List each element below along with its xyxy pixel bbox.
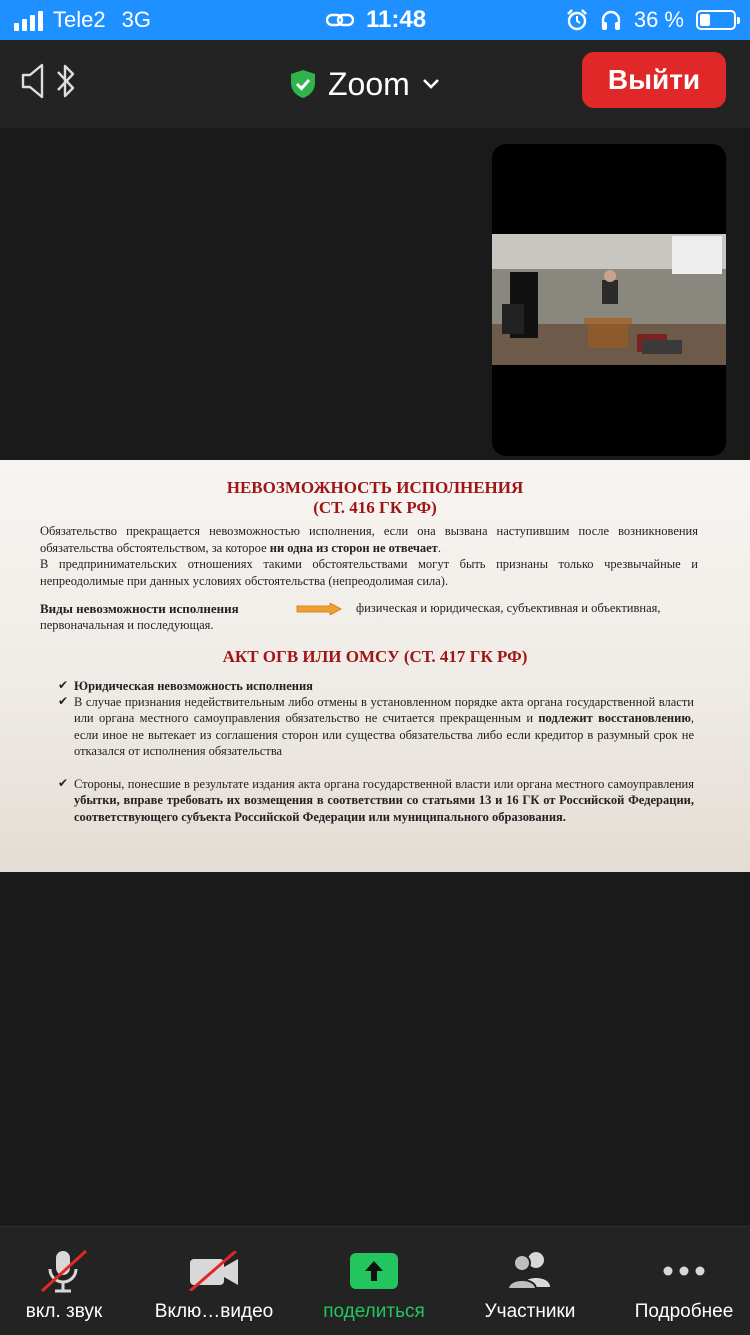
unmute-button[interactable] <box>22 1227 106 1335</box>
signal-icon <box>14 9 43 31</box>
share-button[interactable] <box>323 1227 425 1335</box>
meeting-top-bar <box>0 40 750 128</box>
network-type: 3G <box>121 7 151 32</box>
paragraph-1-text: Обязательство прекращается невозможностью исполнения, если она вызвана наступившим после возникновения обязательства обстоятельством, за которое <box>40 524 698 555</box>
more-button[interactable] <box>634 1227 734 1335</box>
bullet-3-text: Стороны, понесшие в результате издания акта органа государственной власти или органа местного самоуправления <box>74 777 694 791</box>
share-screen-icon <box>350 1253 398 1289</box>
headphones-icon <box>600 9 622 31</box>
speaker-muted-icon[interactable] <box>20 60 50 102</box>
leave-button[interactable]: Выйти <box>582 52 726 108</box>
share-label: поделиться <box>323 1301 425 1322</box>
slide-paragraph-1 <box>40 523 698 556</box>
meeting-toolbar <box>0 1226 750 1335</box>
slide-paragraph-2: В предпринимательских отношениях такими обстоятельствами могут быть признаны только чрезвычайные и непреодолимые при данных условиях обстоятельства (непреодолимая сила). <box>40 557 698 588</box>
bullet-2-text: В случае признания недействительным либо отмены в установленном порядке акта органа государственной власти или органа местного самоуправления обязательство не считается прекращенным и <box>74 695 694 726</box>
battery-icon <box>696 10 736 30</box>
shield-check-icon <box>290 69 316 99</box>
check-icon: ✔ <box>58 776 69 790</box>
kinds-label: Виды невозможности исполнения <box>40 601 239 616</box>
slide-title-1-line-2: (СТ. 416 ГК РФ) <box>313 498 437 517</box>
bullet-2-bold: подлежит восстановлению <box>538 711 691 726</box>
video-off-icon <box>188 1251 240 1291</box>
status-center <box>326 0 426 40</box>
participants-label: Участники <box>484 1301 576 1322</box>
check-icon: ✔ <box>58 694 69 708</box>
carrier-name: Tele2 <box>53 7 106 32</box>
paragraph-1-bold: ни одна из сторон не отвечает <box>269 540 438 555</box>
kinds-text-line-2: первоначальная и последующая. <box>40 618 214 632</box>
bullet-2 <box>74 694 694 759</box>
mic-off-icon <box>40 1249 88 1293</box>
paragraph-1-end: . <box>437 540 441 555</box>
battery-percent: 36 % <box>633 7 684 32</box>
bullet-3 <box>74 776 694 825</box>
status-left <box>14 0 151 40</box>
kinds-text-line-1: физическая и юридическая, субъективная и объективная, <box>356 601 661 615</box>
bullet-1: Юридическая невозможность исполнения <box>74 679 313 693</box>
meeting-title: Zoom <box>328 65 410 102</box>
shared-screen-slide <box>0 460 750 872</box>
start-video-label: Вклю…видео <box>154 1301 274 1322</box>
video-scene <box>492 234 726 365</box>
video-frame <box>492 234 726 365</box>
participants-button[interactable] <box>484 1227 576 1335</box>
link-icon <box>326 12 354 28</box>
start-video-button[interactable] <box>154 1227 274 1335</box>
more-label: Подробнее <box>634 1301 734 1322</box>
unmute-label: вкл. звук <box>25 1301 103 1322</box>
bluetooth-icon <box>55 62 77 100</box>
right-arrow-icon <box>296 603 342 615</box>
status-bar <box>0 0 750 40</box>
participant-video-thumbnail[interactable] <box>492 144 726 456</box>
alarm-icon <box>566 9 588 31</box>
bullet-2-end: , если иное не вытекает из соглашения сторон или существа обязательства либо если кредитор в разумный срок не отказался от исполнения обязательства <box>74 711 694 758</box>
clock: 11:48 <box>366 6 427 33</box>
bullet-3-bold: убытки, вправе требовать их возмещения в соответствии со статьями 13 и 16 ГК от Российской Федерации, соответствующего субъекта Российской Федерации или муниципального образования. <box>74 793 694 824</box>
slide-title-1-line-1: НЕВОЗМОЖНОСТЬ ИСПОЛНЕНИЯ <box>226 478 524 497</box>
slide-title-2: АКТ ОГВ ИЛИ ОМСУ (СТ. 417 ГК РФ) <box>222 647 528 666</box>
check-icon: ✔ <box>58 678 69 692</box>
more-icon <box>662 1265 706 1277</box>
chevron-down-icon <box>422 78 440 90</box>
status-right <box>566 0 736 40</box>
meeting-title-dropdown[interactable] <box>290 40 440 128</box>
participants-icon <box>504 1249 556 1289</box>
